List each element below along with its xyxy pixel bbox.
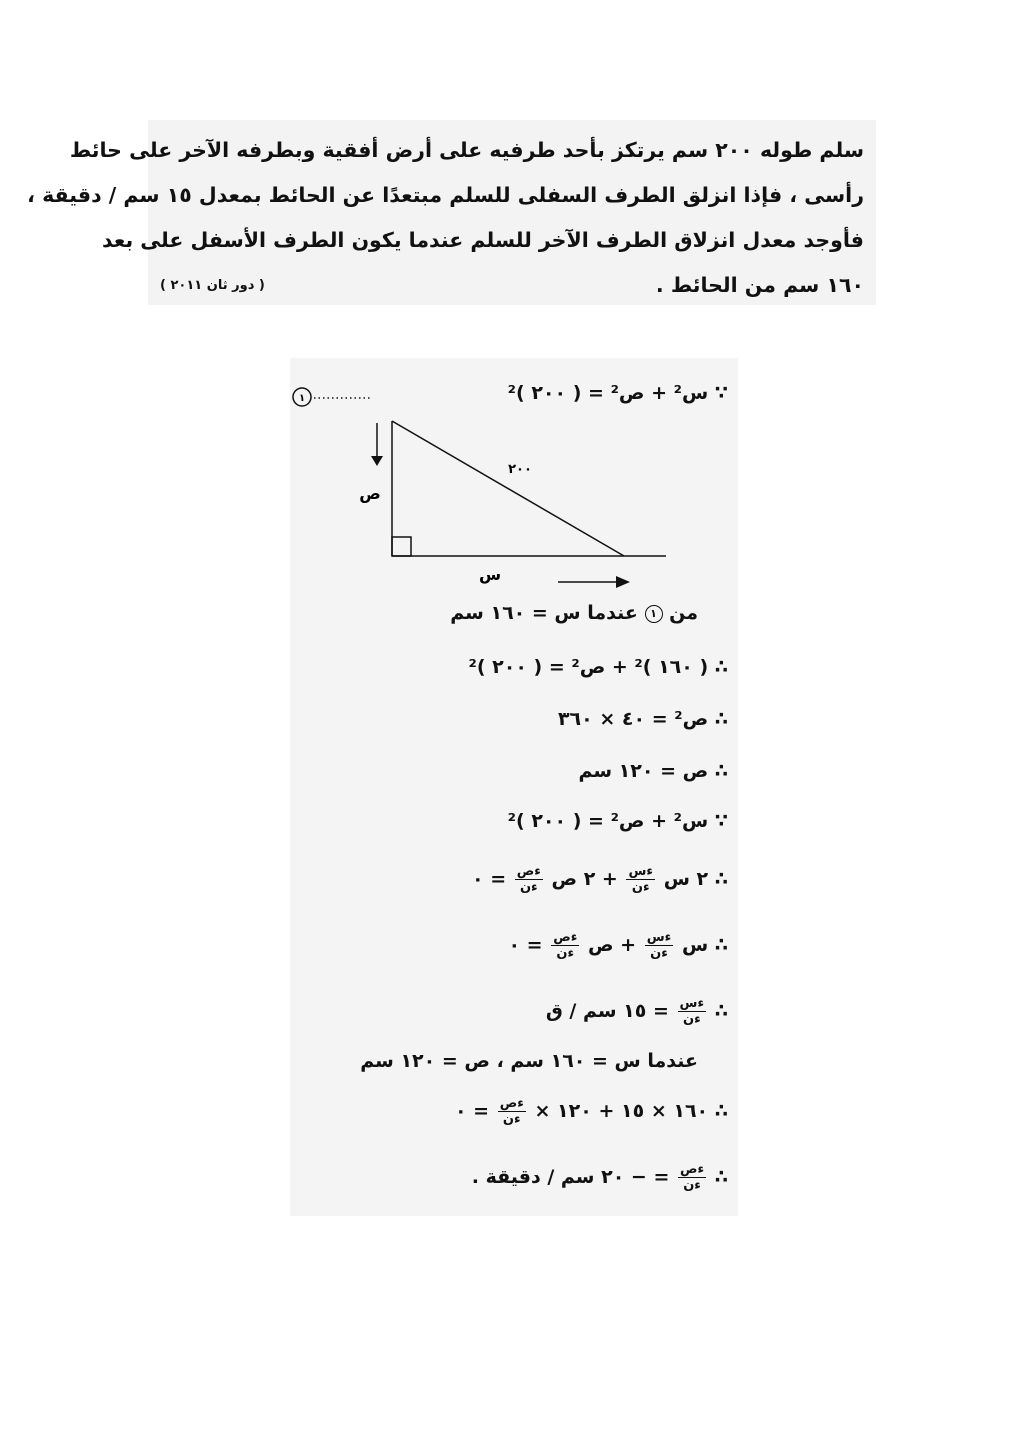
- fraction-denominator: ءن: [682, 1012, 701, 1027]
- right-arrow-icon: [616, 576, 630, 588]
- fraction-denominator: ءن: [631, 880, 650, 895]
- equation-text: ∴ س: [681, 934, 728, 956]
- equation-text: + ٢ ص: [551, 868, 618, 890]
- equation-line: ∵ س² + ص² = ( ٢٠٠ )²: [507, 382, 728, 404]
- equation-marker: ١: [645, 605, 663, 623]
- problem-statement: [27, 120, 876, 305]
- equation-line: ∵ س² + ص² = ( ٢٠٠ )²: [507, 810, 728, 832]
- equation-text: عندما س = ١٦٠ سم: [450, 602, 638, 624]
- equation-text: = ٠: [471, 868, 507, 890]
- derivative-fraction: [498, 1096, 526, 1127]
- fraction-denominator: ءن: [502, 1112, 521, 1127]
- equation-line: ∴ ص² = ٤٠ × ٣٦٠: [557, 708, 728, 730]
- equation-text: = ٠: [508, 934, 543, 956]
- derivative-fraction: [626, 864, 655, 895]
- problem-line: فأوجد معدل انزلاق الطرف الآخر للسلم عندما يكون الطرف الأسفل على بعد: [102, 228, 864, 252]
- equation-line: [546, 996, 728, 1027]
- equation-text: ∴: [714, 1166, 728, 1188]
- equation-line: [455, 1096, 728, 1127]
- equation-text: من: [669, 602, 698, 624]
- equation-text: = − ٢٠ سم / دقيقة .: [471, 1166, 670, 1188]
- equation-marker-label: ١: [298, 393, 306, 404]
- fraction-numerator: ءص: [553, 930, 578, 945]
- derivative-fraction: [551, 930, 579, 961]
- exam-source: ( دور ثان ٢٠١١ ): [160, 278, 265, 293]
- problem-line: رأسى ، فإذا انزلق الطرف السفلى للسلم مبتعدًا عن الحائط بمعدل ١٥ سم / دقيقة ،: [27, 183, 864, 207]
- fraction-numerator: ءس: [628, 864, 654, 879]
- equation-text: ∴ ١٦٠ × ١٥ + ١٢٠ ×: [534, 1100, 728, 1122]
- horizontal-label: س: [478, 565, 502, 584]
- vertical-label: ص: [359, 484, 381, 503]
- fraction-denominator: ءن: [683, 1178, 701, 1193]
- equation-line: ∴ ( ١٦٠ )² + ص² = ( ٢٠٠ )²: [468, 656, 728, 678]
- equation-line: [508, 930, 728, 961]
- down-arrow-icon: [371, 456, 383, 466]
- derivative-fraction: [678, 996, 707, 1027]
- fraction-numerator: ءس: [646, 930, 672, 945]
- solution-panel: [290, 358, 738, 1216]
- equation-line: [450, 602, 698, 624]
- fraction-numerator: ءص: [516, 864, 541, 879]
- equation-line: عندما س = ١٦٠ سم ، ص = ١٢٠ سم: [360, 1050, 698, 1072]
- ladder-line: [392, 421, 624, 556]
- equation-text: ∴ ٢ س: [663, 868, 728, 890]
- right-angle-marker: [392, 537, 411, 556]
- problem-line: [160, 263, 864, 308]
- fraction-numerator: ءص: [680, 1162, 705, 1177]
- hypotenuse-label: ٢٠٠: [508, 462, 532, 477]
- problem-line-text: ١٦٠ سم من الحائط .: [655, 273, 864, 297]
- fraction-denominator: ءن: [650, 946, 668, 961]
- derivative-fraction: [645, 930, 674, 961]
- fraction-denominator: ءن: [556, 946, 575, 961]
- equation-line: [472, 864, 728, 895]
- equation-line: ∴ ص = ١٢٠ سم: [578, 760, 728, 782]
- derivative-fraction: [515, 864, 543, 895]
- equation-text: ∴: [714, 1000, 728, 1022]
- equation-line: [472, 1162, 728, 1193]
- equation-text: + ص: [588, 934, 637, 956]
- derivative-fraction: [678, 1162, 706, 1193]
- fraction-numerator: ءص: [499, 1096, 524, 1111]
- fraction-denominator: ءن: [519, 880, 538, 895]
- equation-text: = ١٥ سم / ق: [545, 1000, 669, 1022]
- fraction-numerator: ءس: [679, 996, 705, 1011]
- problem-line: سلم طوله ٢٠٠ سم يرتكز بأحد طرفيه على أرض أفقية وبطرفه الآخر على حائط: [69, 138, 864, 162]
- equation-text: = ٠: [454, 1100, 490, 1122]
